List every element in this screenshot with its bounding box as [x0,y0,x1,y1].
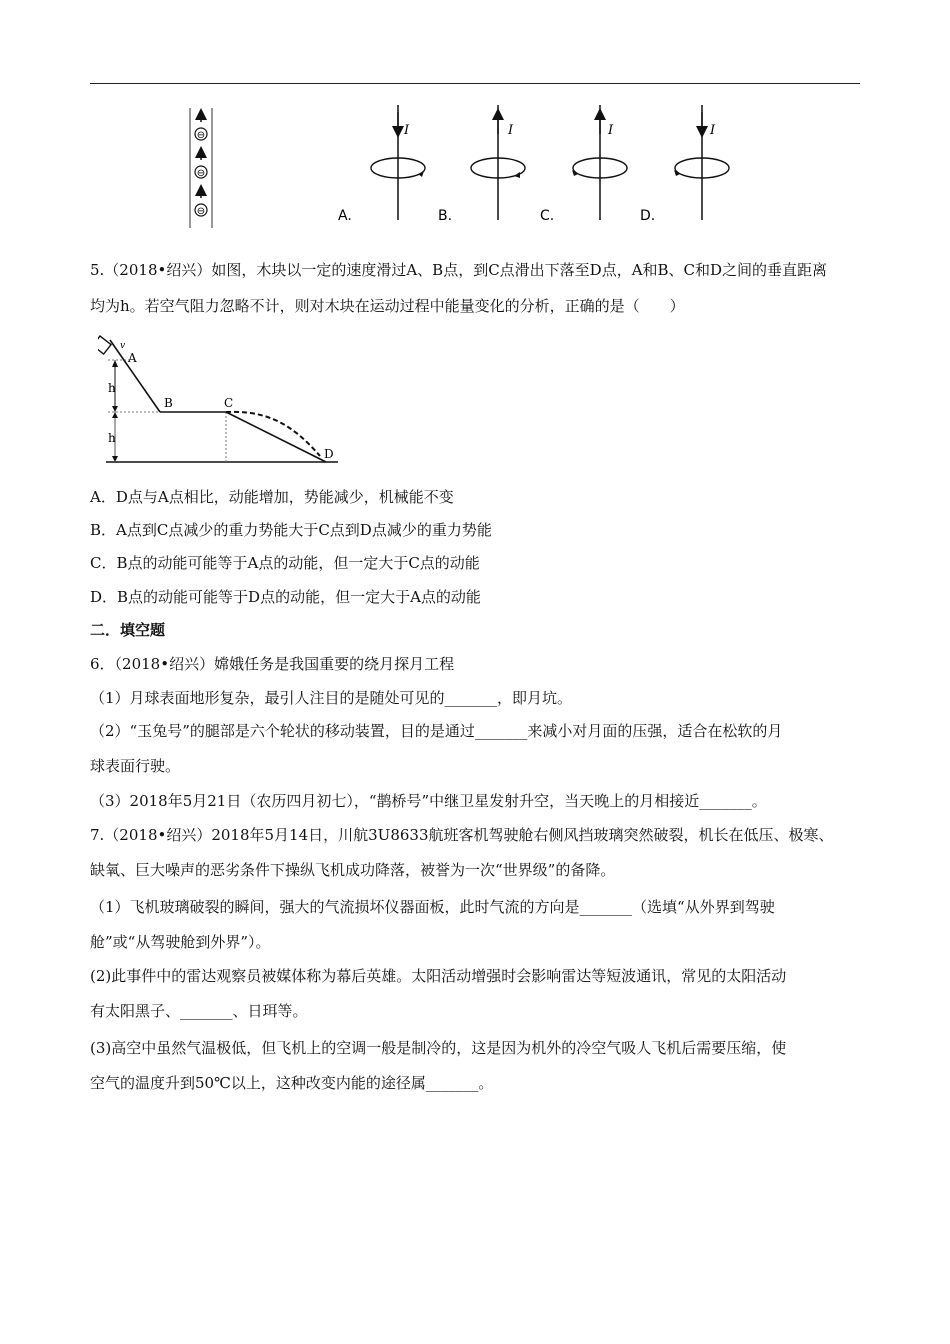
q5-option-c: C．B点的动能可能等于A点的动能，但一定大于C点的动能 [90,554,480,572]
option-a-figure [338,105,425,224]
q5-option-a: A．D点与A点相比，动能增加，势能减少，机械能不变 [90,488,454,506]
q7-stem-line1: 7.（2018•绍兴）2018年5月14日，川航3U8633航班客机驾驶舱右侧风挡玻璃突然破裂，机长在低压、极寒、 [90,826,834,844]
electron-stream [190,108,212,228]
svg-text:⊖: ⊖ [196,168,206,179]
incline-figure [98,330,348,470]
svg-text:B: B [164,396,173,410]
electron-3 [195,190,207,217]
q6-stem: 6．（2018•绍兴）嫦娥任务是我国重要的绕月探月工程 [90,655,455,673]
svg-text:A.: A. [338,208,352,224]
svg-text:I: I [508,123,514,138]
q6-part2-line2: 球表面行驶。 [90,757,181,775]
option-c-figure [540,105,627,224]
q5-stem-line2: 均为h。若空气阻力忽略不计，则对木块在运动过程中能量变化的分析，正确的是（ ） [90,297,685,315]
svg-text:v: v [120,341,126,351]
svg-text:C: C [224,396,234,410]
svg-text:I: I [710,123,716,138]
q7-part1-line2: 舱”或“从驾驶舱到外界”）。 [90,933,271,951]
svg-text:D: D [324,447,334,461]
q7-part3-line2: 空气的温度升到50℃以上，这种改变内能的途径属_______。 [90,1074,494,1092]
svg-text:I: I [404,123,410,138]
section-title-fill-in: 二．填空题 [90,621,166,639]
svg-text:C.: C. [540,208,555,224]
svg-text:B.: B. [438,208,453,224]
q5-stem-line1: 5.（2018•绍兴）如图，木块以一定的速度滑过A、B点，到C点滑出下落至D点，A和B、C和D之间的垂直距离 [90,261,828,279]
svg-text:h: h [108,381,116,395]
svg-text:h: h [108,431,116,445]
q7-stem-line2: 缺氧、巨大噪声的恶劣条件下操纵飞机成功降落，被誉为一次“世界级”的备降。 [90,861,616,879]
magnetic-field-figure [180,100,740,230]
svg-text:⊖: ⊖ [196,130,206,141]
electron-2 [195,152,207,179]
header-rule [90,83,860,84]
q7-part3-line1: (3)高空中虽然气温极低，但飞机上的空调一般是制冷的，这是因为机外的冷空气吸人飞机后需要压缩，使 [90,1039,787,1057]
q7-part2-line2: 有太阳黑子、_______、日珥等。 [90,1002,308,1020]
q5-option-b: B．A点到C点减少的重力势能大于C点到D点减少的重力势能 [90,521,492,539]
option-b-figure [438,105,525,224]
option-d-figure [640,105,729,224]
q7-part1-line1: （1）飞机玻璃破裂的瞬间，强大的气流损坏仪器面板，此时气流的方向是_______（选填“从外界到驾驶 [90,898,775,916]
electron-1 [195,114,207,141]
svg-text:I: I [608,123,614,138]
svg-text:⊖: ⊖ [196,206,206,217]
q6-part2-line1: （2）“玉兔号”的腿部是六个轮状的移动装置，目的是通过_______来减小对月面的压强，适合在松软的月 [90,722,783,740]
q5-option-d: D．B点的动能可能等于D点的动能，但一定大于A点的动能 [90,588,481,606]
q7-part2-line1: (2)此事件中的雷达观察员被媒体称为幕后英雄。太阳活动增强时会影响雷达等短波通讯，常见的太阳活动 [90,967,787,985]
svg-text:D.: D. [640,208,656,224]
svg-text:A: A [128,351,137,365]
q6-part3: （3）2018年5月21日（农历四月初七），“鹊桥号”中继卫星发射升空，当天晚上的月相接近_______。 [90,792,767,810]
q6-part1: （1）月球表面地形复杂，最引人注目的是随处可见的_______，即月坑。 [90,689,573,707]
